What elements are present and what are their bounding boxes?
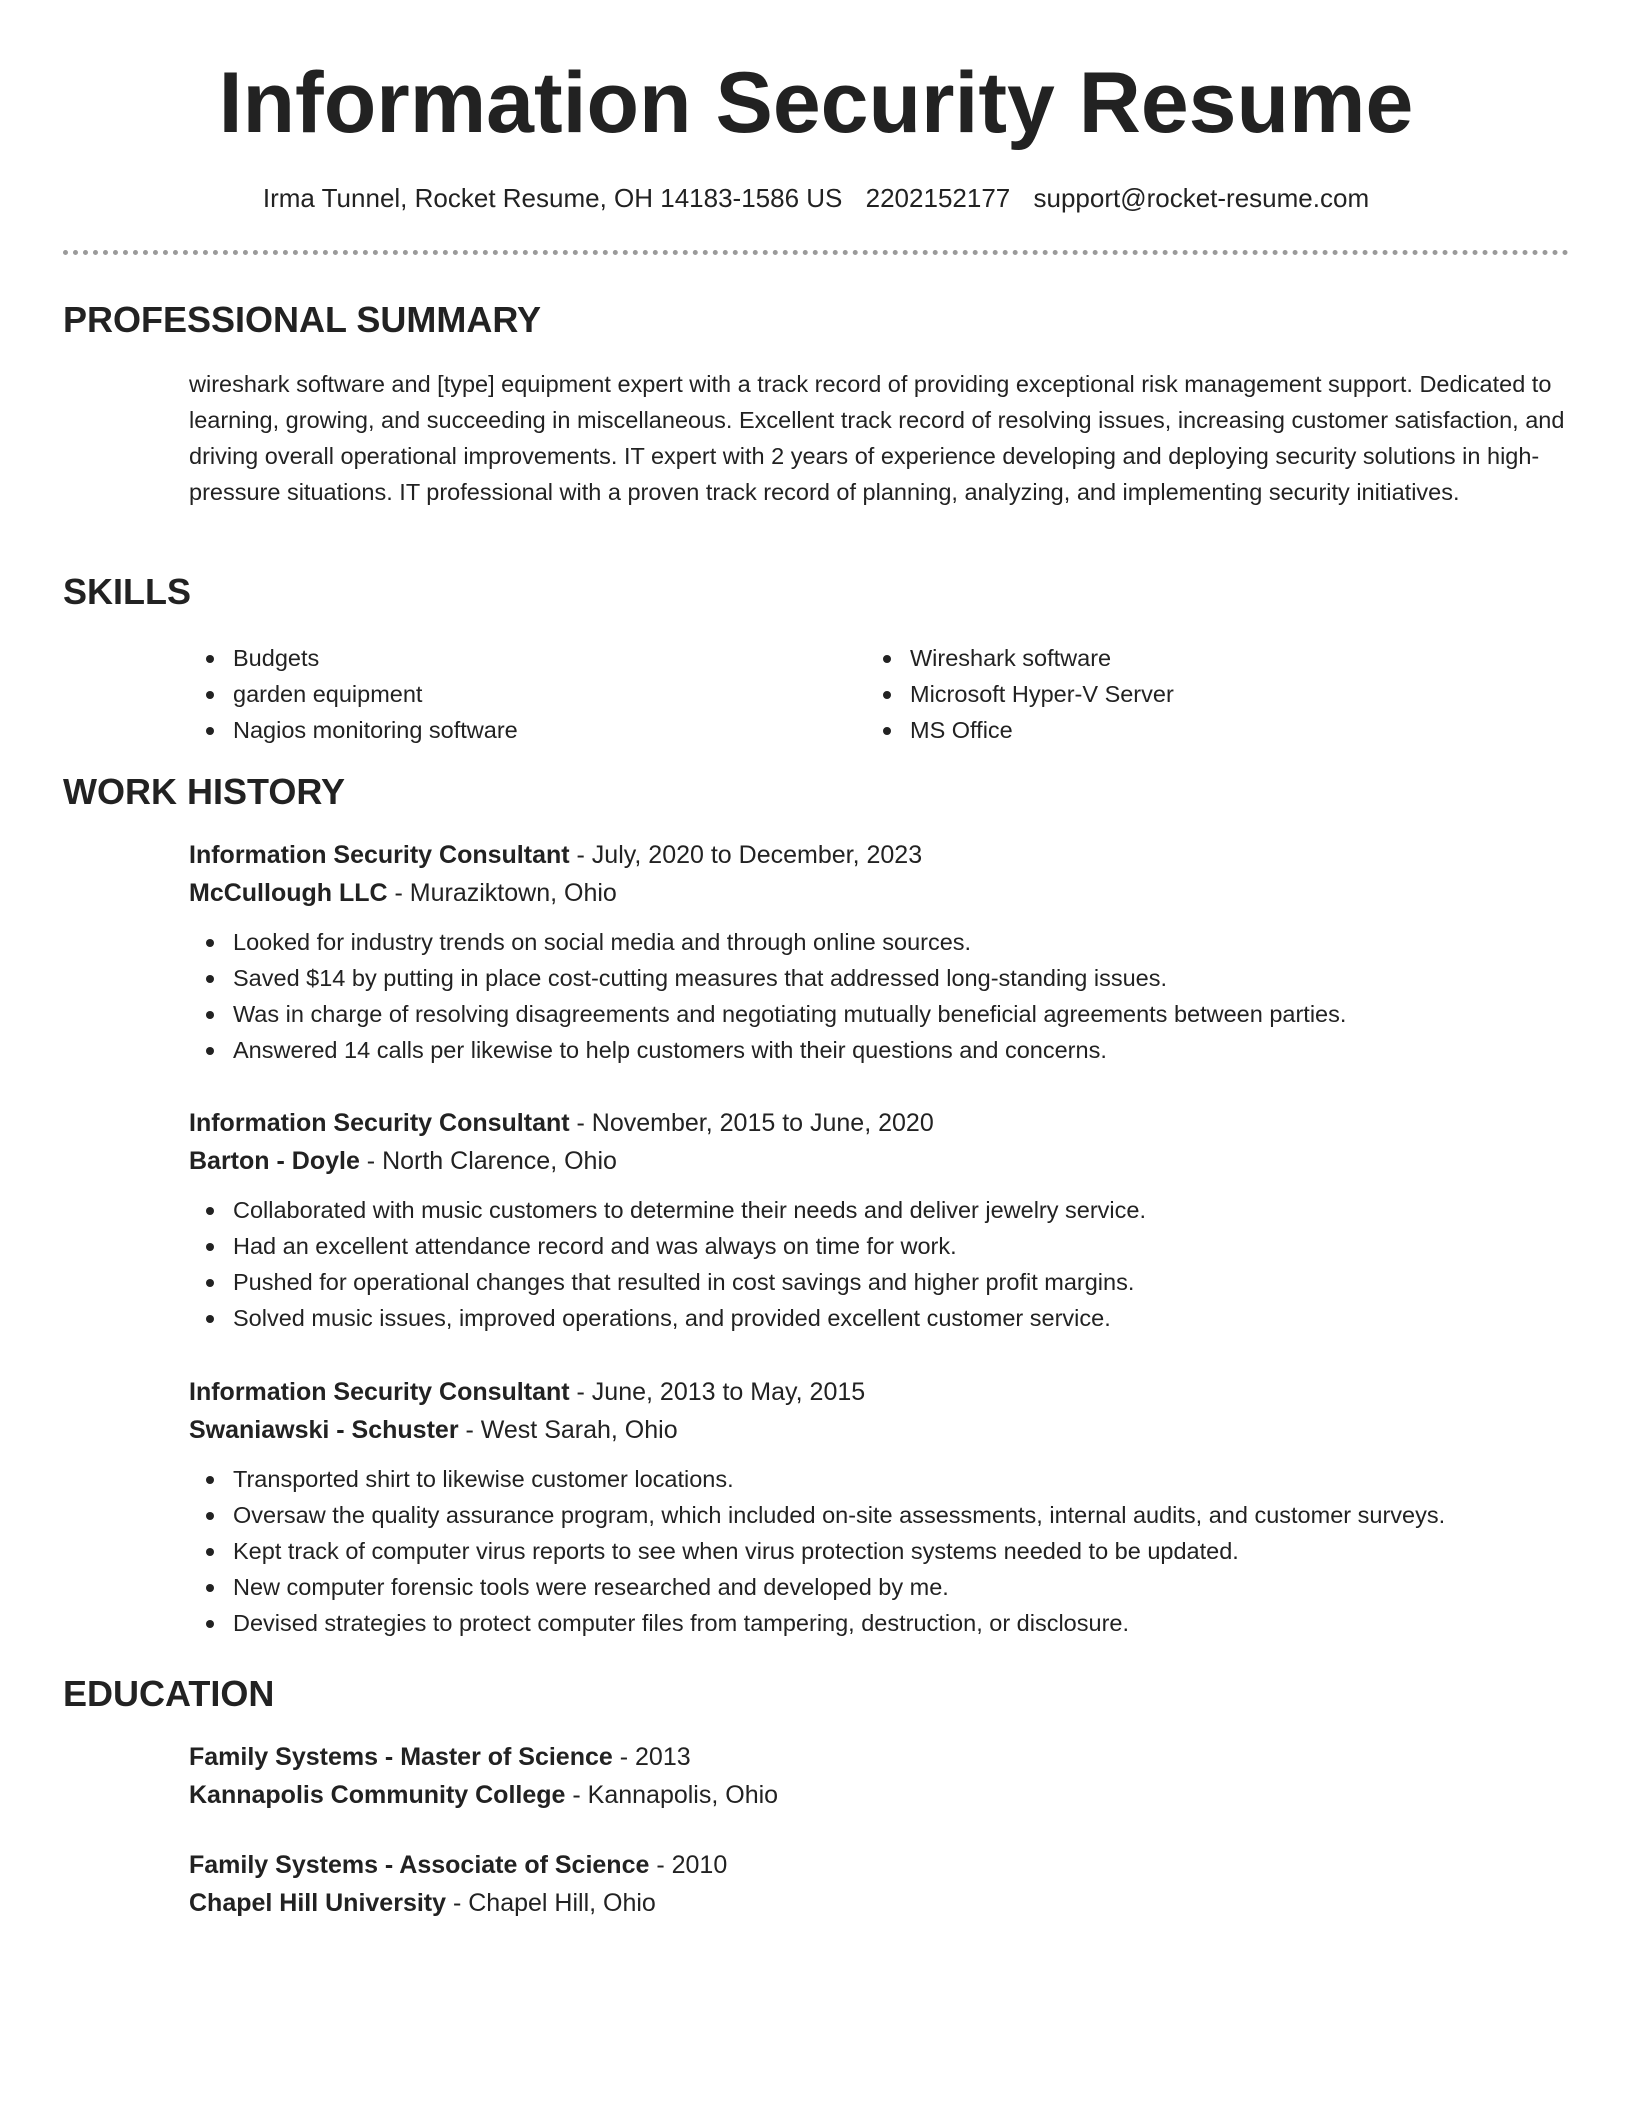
job-duty: Answered 14 calls per likewise to help customers with their questions and concerns. [189,1032,1569,1068]
resume-title: Information Security Resume [218,55,1414,151]
skill-item: garden equipment [189,676,809,712]
skill-item: Microsoft Hyper-V Server [866,676,1486,712]
education-year: - 2013 [612,1743,691,1771]
job-duty: Saved $14 by putting in place cost-cutting measures that addressed long-standing issues. [189,960,1569,996]
education-degree-line [189,1846,1569,1884]
job-title-line [189,1373,1569,1411]
skills-heading: SKILLS [63,571,192,612]
education-degree: Family Systems - Associate of Science [189,1851,650,1879]
job-duty: Was in charge of resolving disagreements and negotiating mutually beneficial agreements between parties. [189,996,1569,1032]
job-duties [189,924,1569,1068]
job-location: - Muraziktown, Ohio [387,879,617,907]
job-duty: Devised strategies to protect computer files from tampering, destruction, or disclosure. [189,1605,1569,1641]
education-location: - Chapel Hill, Ohio [446,1889,656,1917]
education-heading: EDUCATION [63,1673,275,1714]
education-entry [189,1738,1569,1814]
job-dates: - November, 2015 to June, 2020 [569,1109,934,1137]
job-duty: Transported shirt to likewise customer locations. [189,1461,1569,1497]
skill-item: Nagios monitoring software [189,712,809,748]
contact-address: Irma Tunnel, Rocket Resume, OH 14183-1586 US [262,183,843,213]
job-duty: Oversaw the quality assurance program, which included on-site assessments, internal audits, and customer surveys. [189,1497,1569,1533]
job-location: - North Clarence, Ohio [359,1147,617,1175]
header-divider [63,250,1569,255]
skills-list-right [866,640,1486,748]
job-dates: - July, 2020 to December, 2023 [569,841,923,869]
job-entry [189,836,1569,1068]
job-duty: Collaborated with music customers to determine their needs and deliver jewelry service. [189,1192,1569,1228]
education-year: - 2010 [649,1851,728,1879]
job-title: Information Security Consultant [189,1109,570,1137]
job-company-line [189,874,1569,912]
job-duty: New computer forensic tools were researched and developed by me. [189,1569,1569,1605]
skills-list-left [189,640,809,748]
job-duty: Had an excellent attendance record and was always on time for work. [189,1228,1569,1264]
education-degree-line [189,1738,1569,1776]
job-dates: - June, 2013 to May, 2015 [569,1378,866,1406]
job-entry [189,1104,1569,1336]
contact-phone: 2202152177 [865,183,1011,213]
job-duty: Looked for industry trends on social media and through online sources. [189,924,1569,960]
education-school: Kannapolis Community College [189,1781,566,1809]
job-title-line [189,1104,1569,1142]
job-title: Information Security Consultant [189,1378,570,1406]
job-company: McCullough LLC [189,879,388,907]
job-entry [189,1373,1569,1641]
work-history-heading: WORK HISTORY [63,771,346,812]
job-duties [189,1461,1569,1641]
summary-text: wireshark software and [type] equipment expert with a track record of providing exceptional risk management support. Dedicated to learning, growing, and succeeding in miscellaneous. Excellent track record of resolving issues, increasing customer satisfaction, and driving overall operational improvements. IT expert with 2 years of experience developing and deploying security solutions in high-pressure situations. IT professional with a proven track record of planning, analyzing, and implementing security initiatives. [189,371,1565,505]
education-entry [189,1846,1569,1922]
skill-item: MS Office [866,712,1486,748]
skill-item: Wireshark software [866,640,1486,676]
contact-line [0,180,1632,216]
summary-heading: PROFESSIONAL SUMMARY [63,299,542,340]
education-school: Chapel Hill University [189,1889,447,1917]
job-title-line [189,836,1569,874]
skill-item: Budgets [189,640,809,676]
contact-email: support@rocket-resume.com [1033,183,1370,213]
education-school-line [189,1884,1569,1922]
education-school-line [189,1776,1569,1814]
job-duty: Kept track of computer virus reports to see when virus protection systems needed to be updated. [189,1533,1569,1569]
job-duty: Solved music issues, improved operations, and provided excellent customer service. [189,1300,1569,1336]
job-location: - West Sarah, Ohio [458,1416,678,1444]
job-company-line [189,1142,1569,1180]
job-company: Swaniawski - Schuster [189,1416,459,1444]
job-company-line [189,1411,1569,1449]
education-location: - Kannapolis, Ohio [565,1781,779,1809]
job-duty: Pushed for operational changes that resulted in cost savings and higher profit margins. [189,1264,1569,1300]
education-degree: Family Systems - Master of Science [189,1743,613,1771]
job-title: Information Security Consultant [189,841,570,869]
job-duties [189,1192,1569,1336]
job-company: Barton - Doyle [189,1147,360,1175]
